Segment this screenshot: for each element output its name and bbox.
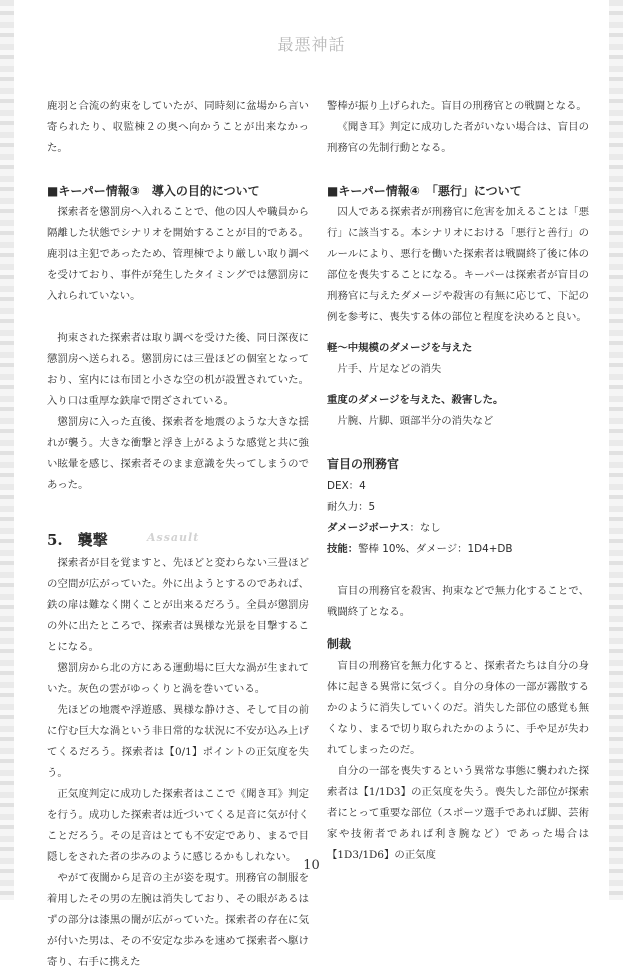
damage-case-severe-text: 片腕、片脚、頭部半分の消失など <box>337 415 494 427</box>
paragraph: 囚人である探索者が刑務官に危害を加えることは「悪行」に該当する。本シナリオにおける「悪行と善行」のルールにより、悪行を働いた探索者は戦闘終了後に体の部位を喪失することになる。キーパーは探索者が盲目の刑務官に与えたダメージや殺害の有無に応じて、下記の例を参考に、喪失する体の部位と程度を決めると良い。 <box>327 206 589 323</box>
paragraph: 盲目の刑務官を殺害、拘束などで無力化することで、戦闘終了となる。 <box>327 585 589 618</box>
keeper-info-4-heading: ■キーパー情報④ 「悪行」について <box>327 184 522 198</box>
paragraph: 探索者を懲罰房へ入れることで、他の囚人や職員から隔離した状態でシナリオを開始することが目的である。鹿羽は主犯であったため、管理棟でより厳しい取り調べを受けており、事件が発生したタイミングでは懲罰房に入れられていない。 <box>47 206 309 302</box>
stat-damage-bonus-label: ダメージボーナス <box>327 522 410 534</box>
stat-hp: 耐久力：5 <box>327 501 376 513</box>
page-header-title: 最悪神話 <box>277 35 346 54</box>
section-5-heading <box>47 527 309 553</box>
paragraph: 盲目の刑務官を無力化すると、探索者たちは自分の身体に起きる異常に気づく。自分の身体の一部が霧散するかのように消失していくのだ。消失した部位の感覚も無くなり、まるで切り取られたかのように、手や足が失われてしまったのだ。 <box>327 660 589 756</box>
page-edge-left <box>0 0 14 900</box>
paragraph: 鹿羽と合流の約束をしていたが、同時刻に盆場から言い寄られたり、収監棟２の奥へ向かうことが出来なかった。 <box>47 100 309 154</box>
paragraph: 正気度判定に成功した探索者はここで《聞き耳》判定を行う。成功した探索者は近づいてくる足音に気が付くことだろう。その足音はとても不安定であり、まるで目隠しをされた者の歩みのように感じるかもしれない。 <box>47 788 309 863</box>
damage-case-severe-heading: 重度のダメージを与えた、殺害した。 <box>327 394 504 406</box>
paragraph: 探索者が目を覚ますと、先ほどと変わらない三畳ほどの空間が広がっていた。外に出ようとするのであれば、鉄の扉は難なく開くことが出来るだろう。全員が懲罰房の外に出たところで、探索者は異様な光景を目撃することになる。 <box>47 557 309 653</box>
paragraph: 《聞き耳》判定に成功した者がいない場合は、盲目の刑務官の先制行動となる。 <box>327 121 589 154</box>
section-5-title: 5. 襲撃 <box>47 531 108 549</box>
npc-name-heading: 盲目の刑務官 <box>327 457 400 471</box>
page-edge-right <box>609 0 623 900</box>
stat-damage-bonus <box>327 518 589 539</box>
paragraph: 自分の一部を喪失するという異常な事態に襲われた探索者は【1/1D3】の正気度を失う。喪失した部位が探索者にとって重要な部位（スポーツ選手であれば脚、芸術家や技術者であれば利き腕など）であった場合は【1D3/1D6】の正気度 <box>327 765 589 861</box>
paragraph: 懲罰房から北の方にある運動場に巨大な渦が生まれていた。灰色の雲がゆっくりと渦を巻いている。 <box>47 662 309 695</box>
paragraph: 懲罰房に入った直後、探索者を地震のような大きな揺れが襲う。大きな衝撃と浮き上がるような感覚と共に強い眩暈を感じ、探索者そのまま意識を失ってしまうのであった。 <box>47 416 309 491</box>
right-column <box>327 96 589 866</box>
paragraph: 先ほどの地震や浮遊感、異様な静けさ、そして目の前に佇む巨大な渦という非日常的な状況に不安が込み上げてくるだろう。探索者は【0/1】ポイントの正気度を失う。 <box>47 704 309 779</box>
left-column <box>47 96 309 973</box>
stat-damage-bonus-value: ：なし <box>409 522 441 534</box>
paragraph: やがて夜闇から足音の主が姿を現す。刑務官の制服を着用したその男の左腕は消失しており、その眼があるはずの部分は漆黒の闇が広がっていた。探索者の存在に気が付いた男は、その不安定な歩みを速めて探索者へ駆け寄り、右手に携えた <box>47 872 309 968</box>
damage-case-light-text: 片手、片足などの消失 <box>337 363 442 375</box>
paragraph: 拘束された探索者は取り調べを受けた後、同日深夜に懲罰房へ送られる。懲罰房には三畳ほどの個室となっており、室内には布団と小さな空の机が設置されていた。入り口は重厚な鉄扉で閉ざされている。 <box>47 332 309 407</box>
keeper-info-3-heading: ■キーパー情報③ 導入の目的について <box>47 184 260 198</box>
page-number: 10 <box>303 858 320 873</box>
sanction-heading: 制裁 <box>327 637 352 651</box>
damage-case-light-heading: 軽〜中規模のダメージを与えた <box>327 342 473 354</box>
paragraph: 警棒が振り上げられた。盲目の刑務官との戦闘となる。 <box>327 100 587 112</box>
section-watermark: Assault <box>147 531 200 544</box>
stat-dex: DEX：4 <box>327 480 366 492</box>
stat-skill <box>327 539 589 560</box>
stat-skill-label: 技能： <box>327 543 359 555</box>
stat-skill-value: 警棒 10%、ダメージ：1D4+DB <box>358 543 513 555</box>
